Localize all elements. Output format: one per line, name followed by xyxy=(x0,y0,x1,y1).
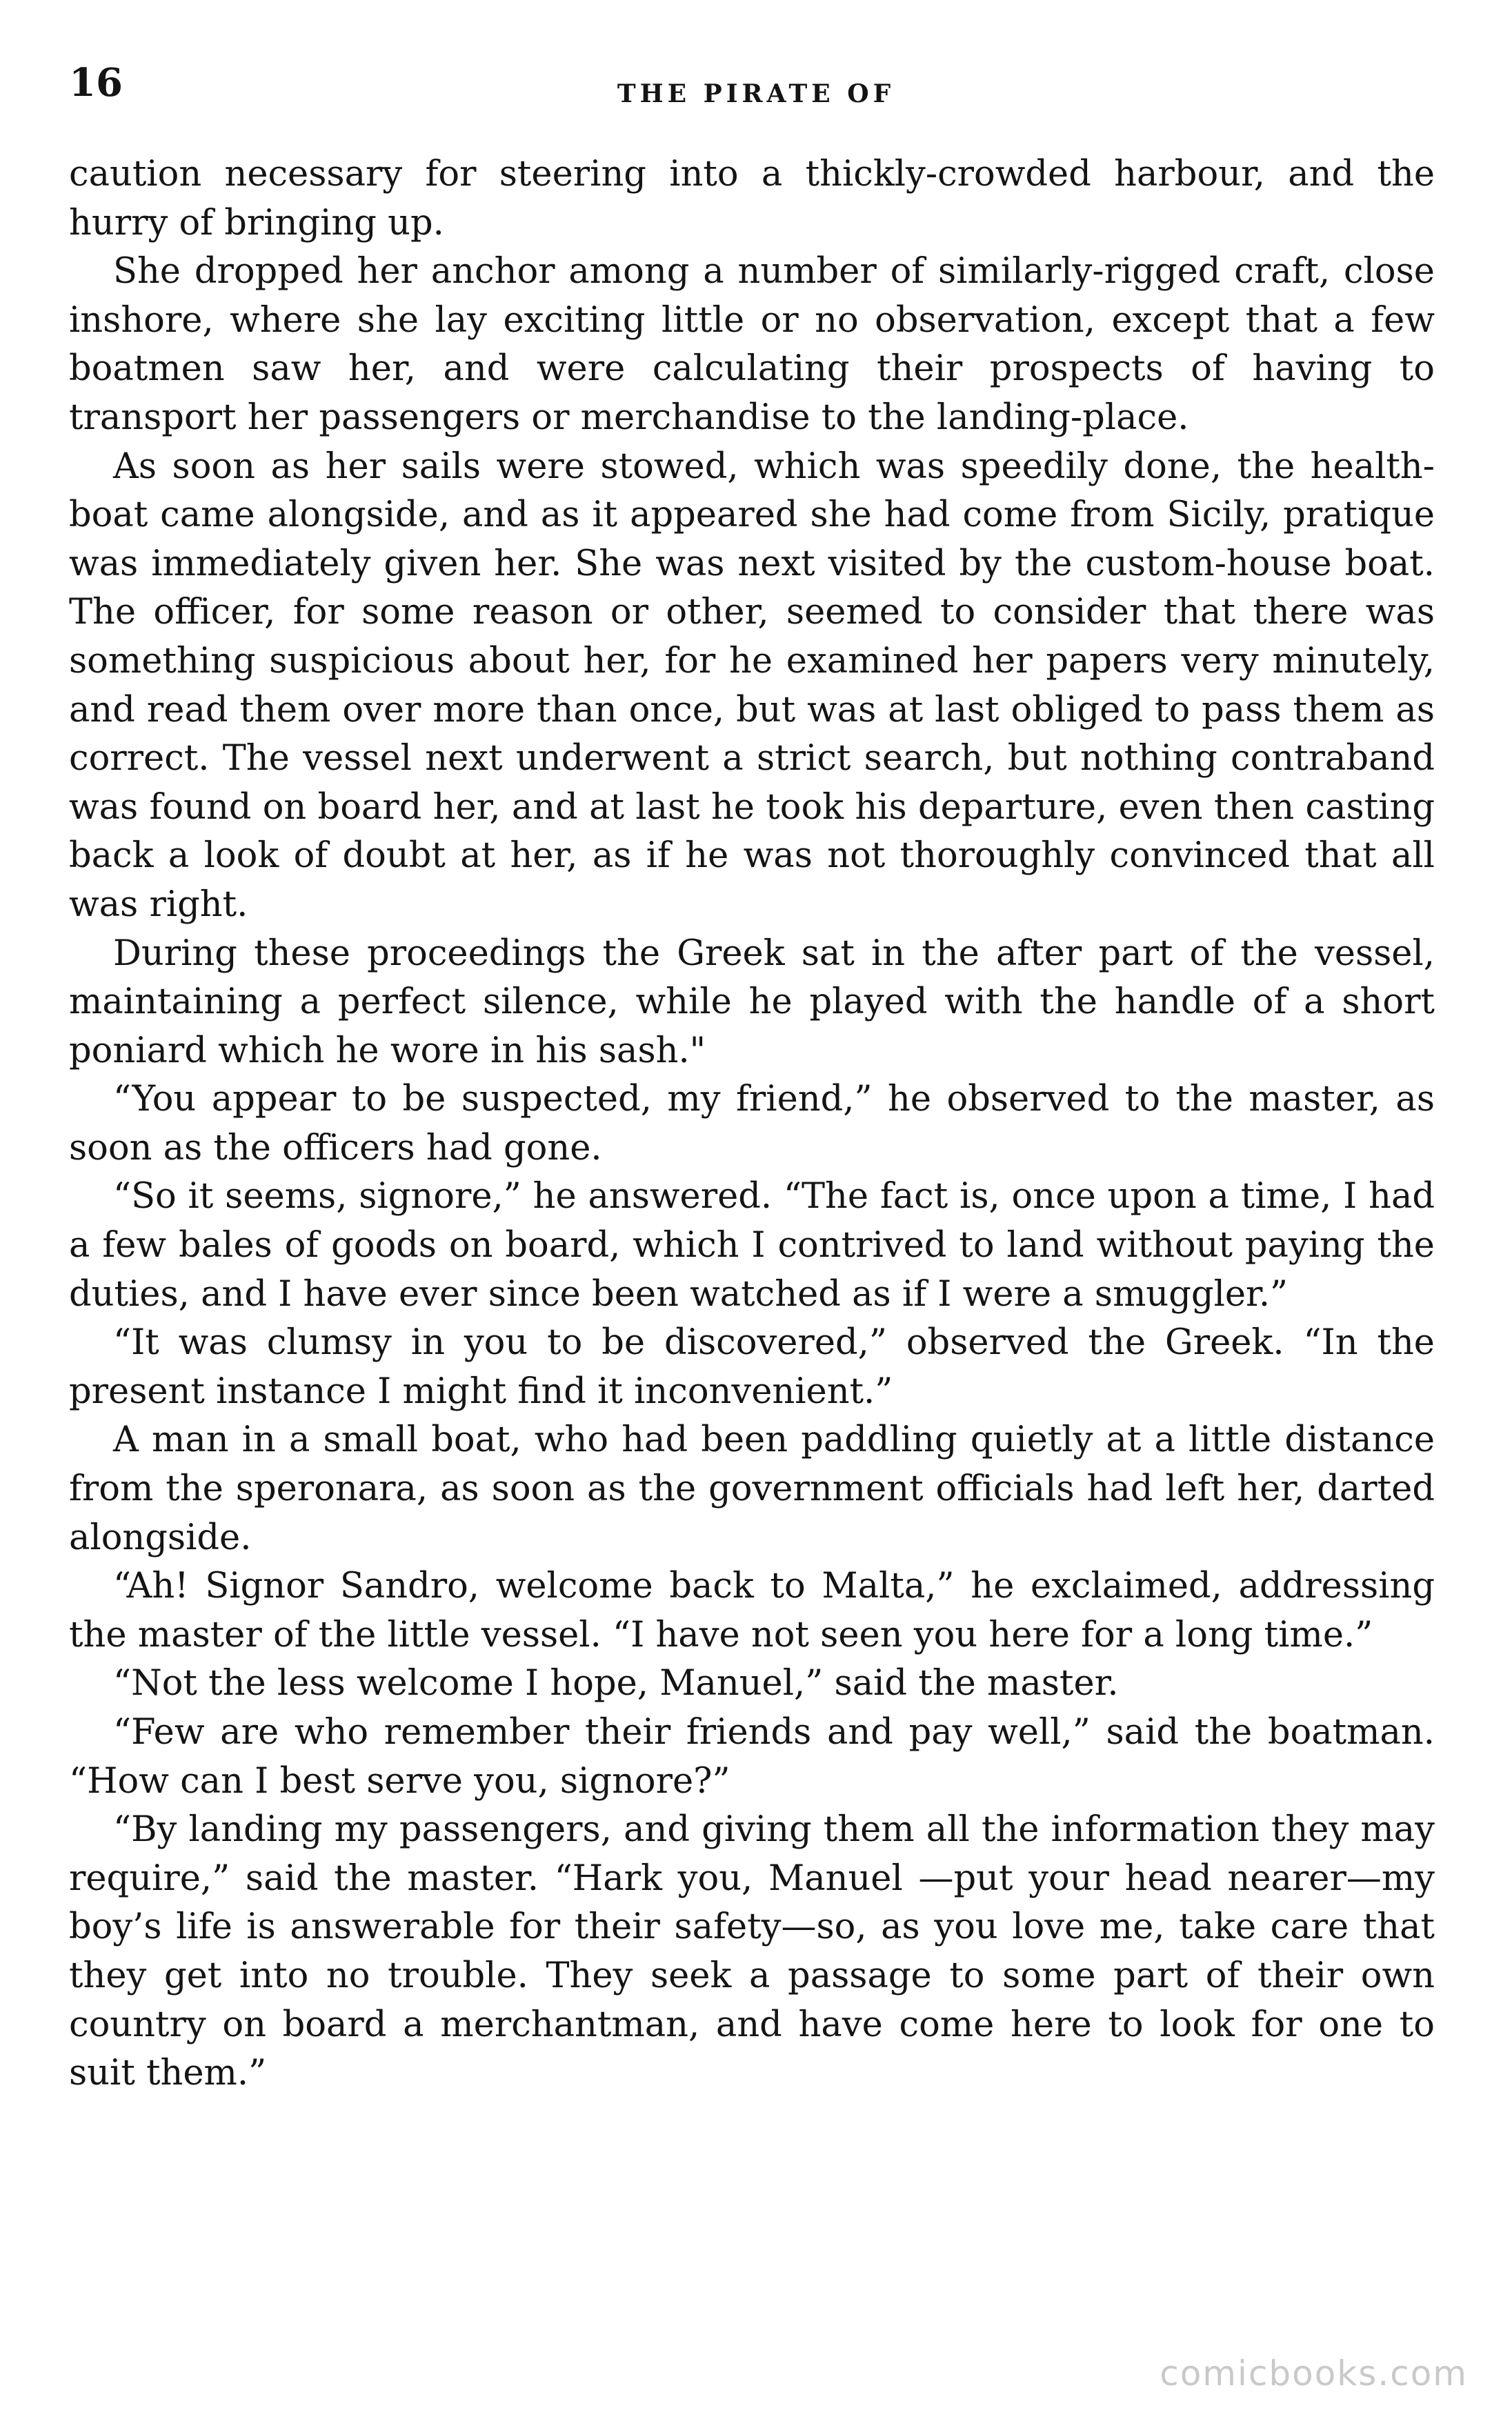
running-title: THE PIRATE OF xyxy=(617,79,895,108)
paragraph: “It was clumsy in you to be discovered,” observed the Greek. “In the present instance I might find it inconvenient.” xyxy=(69,1322,1435,1412)
page-number: 16 xyxy=(69,60,123,106)
page-body xyxy=(69,150,1435,2098)
paragraph: “Few are who remember their friends and pay well,” said the boatman. “How can I best serve you, signore?” xyxy=(69,1712,1435,1802)
paragraph: During these proceedings the Greek sat in the after part of the vessel, maintaining a perfect silence, while he played with the handle of a short poniard which he wore in his sash." xyxy=(69,933,1435,1071)
paragraph: “You appear to be suspected, my friend,” he observed to the master, as soon as the officers had gone. xyxy=(69,1079,1435,1168)
paragraph: caution necessary for steering into a thickly-crowded harbour, and the hurry of bringing up. xyxy=(69,154,1435,243)
paragraph: “Not the less welcome I hope, Manuel,” said the master. xyxy=(113,1663,1119,1704)
paragraph: A man in a small boat, who had been paddling quietly at a little distance from the speronara, as soon as the government officials had left her, darted alongside. xyxy=(69,1420,1435,1558)
paragraph: “By landing my passengers, and giving them all the information they may require,” said the master. “Hark you, Manuel —put your head nearer—my boy’s life is answerable for their safety—so, as you love me, take care that they get into no trouble. They seek a passage to some part of their own country on board a merchantman, and have come here to look for one to suit them.” xyxy=(69,1809,1435,2094)
watermark: comicbooks.com xyxy=(1160,2354,1468,2394)
paragraph: She dropped her anchor among a number of similarly-rigged craft, close inshore, where she lay exciting little or no observation, except that a few boatmen saw her, and were calculating their prospects of having to transport her passengers or merchandise to the landing-place. xyxy=(69,251,1435,438)
paragraph: “Ah! Signor Sandro, welcome back to Malta,” he exclaimed, addressing the master of the little vessel. “I have not seen you here for a long time.” xyxy=(69,1566,1435,1655)
paragraph: “So it seems, signore,” he answered. “The fact is, once upon a time, I had a few bales of goods on board, which I contrived to land without paying the duties, and I have ever since been watched as if I were a smuggler.” xyxy=(69,1176,1435,1315)
paragraph: As soon as her sails were stowed, which was speedily done, the health-boat came alongside, and as it appeared she had come from Sicily, pratique was immediately given her. She was next visited by the custom-house boat. The officer, for some reason or other, seemed to consider that there was something suspicious about her, for he examined her papers very minutely, and read them over more than once, but was at last obliged to pass them as correct. The vessel next underwent a strict search, but nothing contraband was found on board her, and at last he took his departure, even then casting back a look of doubt at her, as if he was not thoroughly convinced that all was right. xyxy=(69,446,1435,925)
